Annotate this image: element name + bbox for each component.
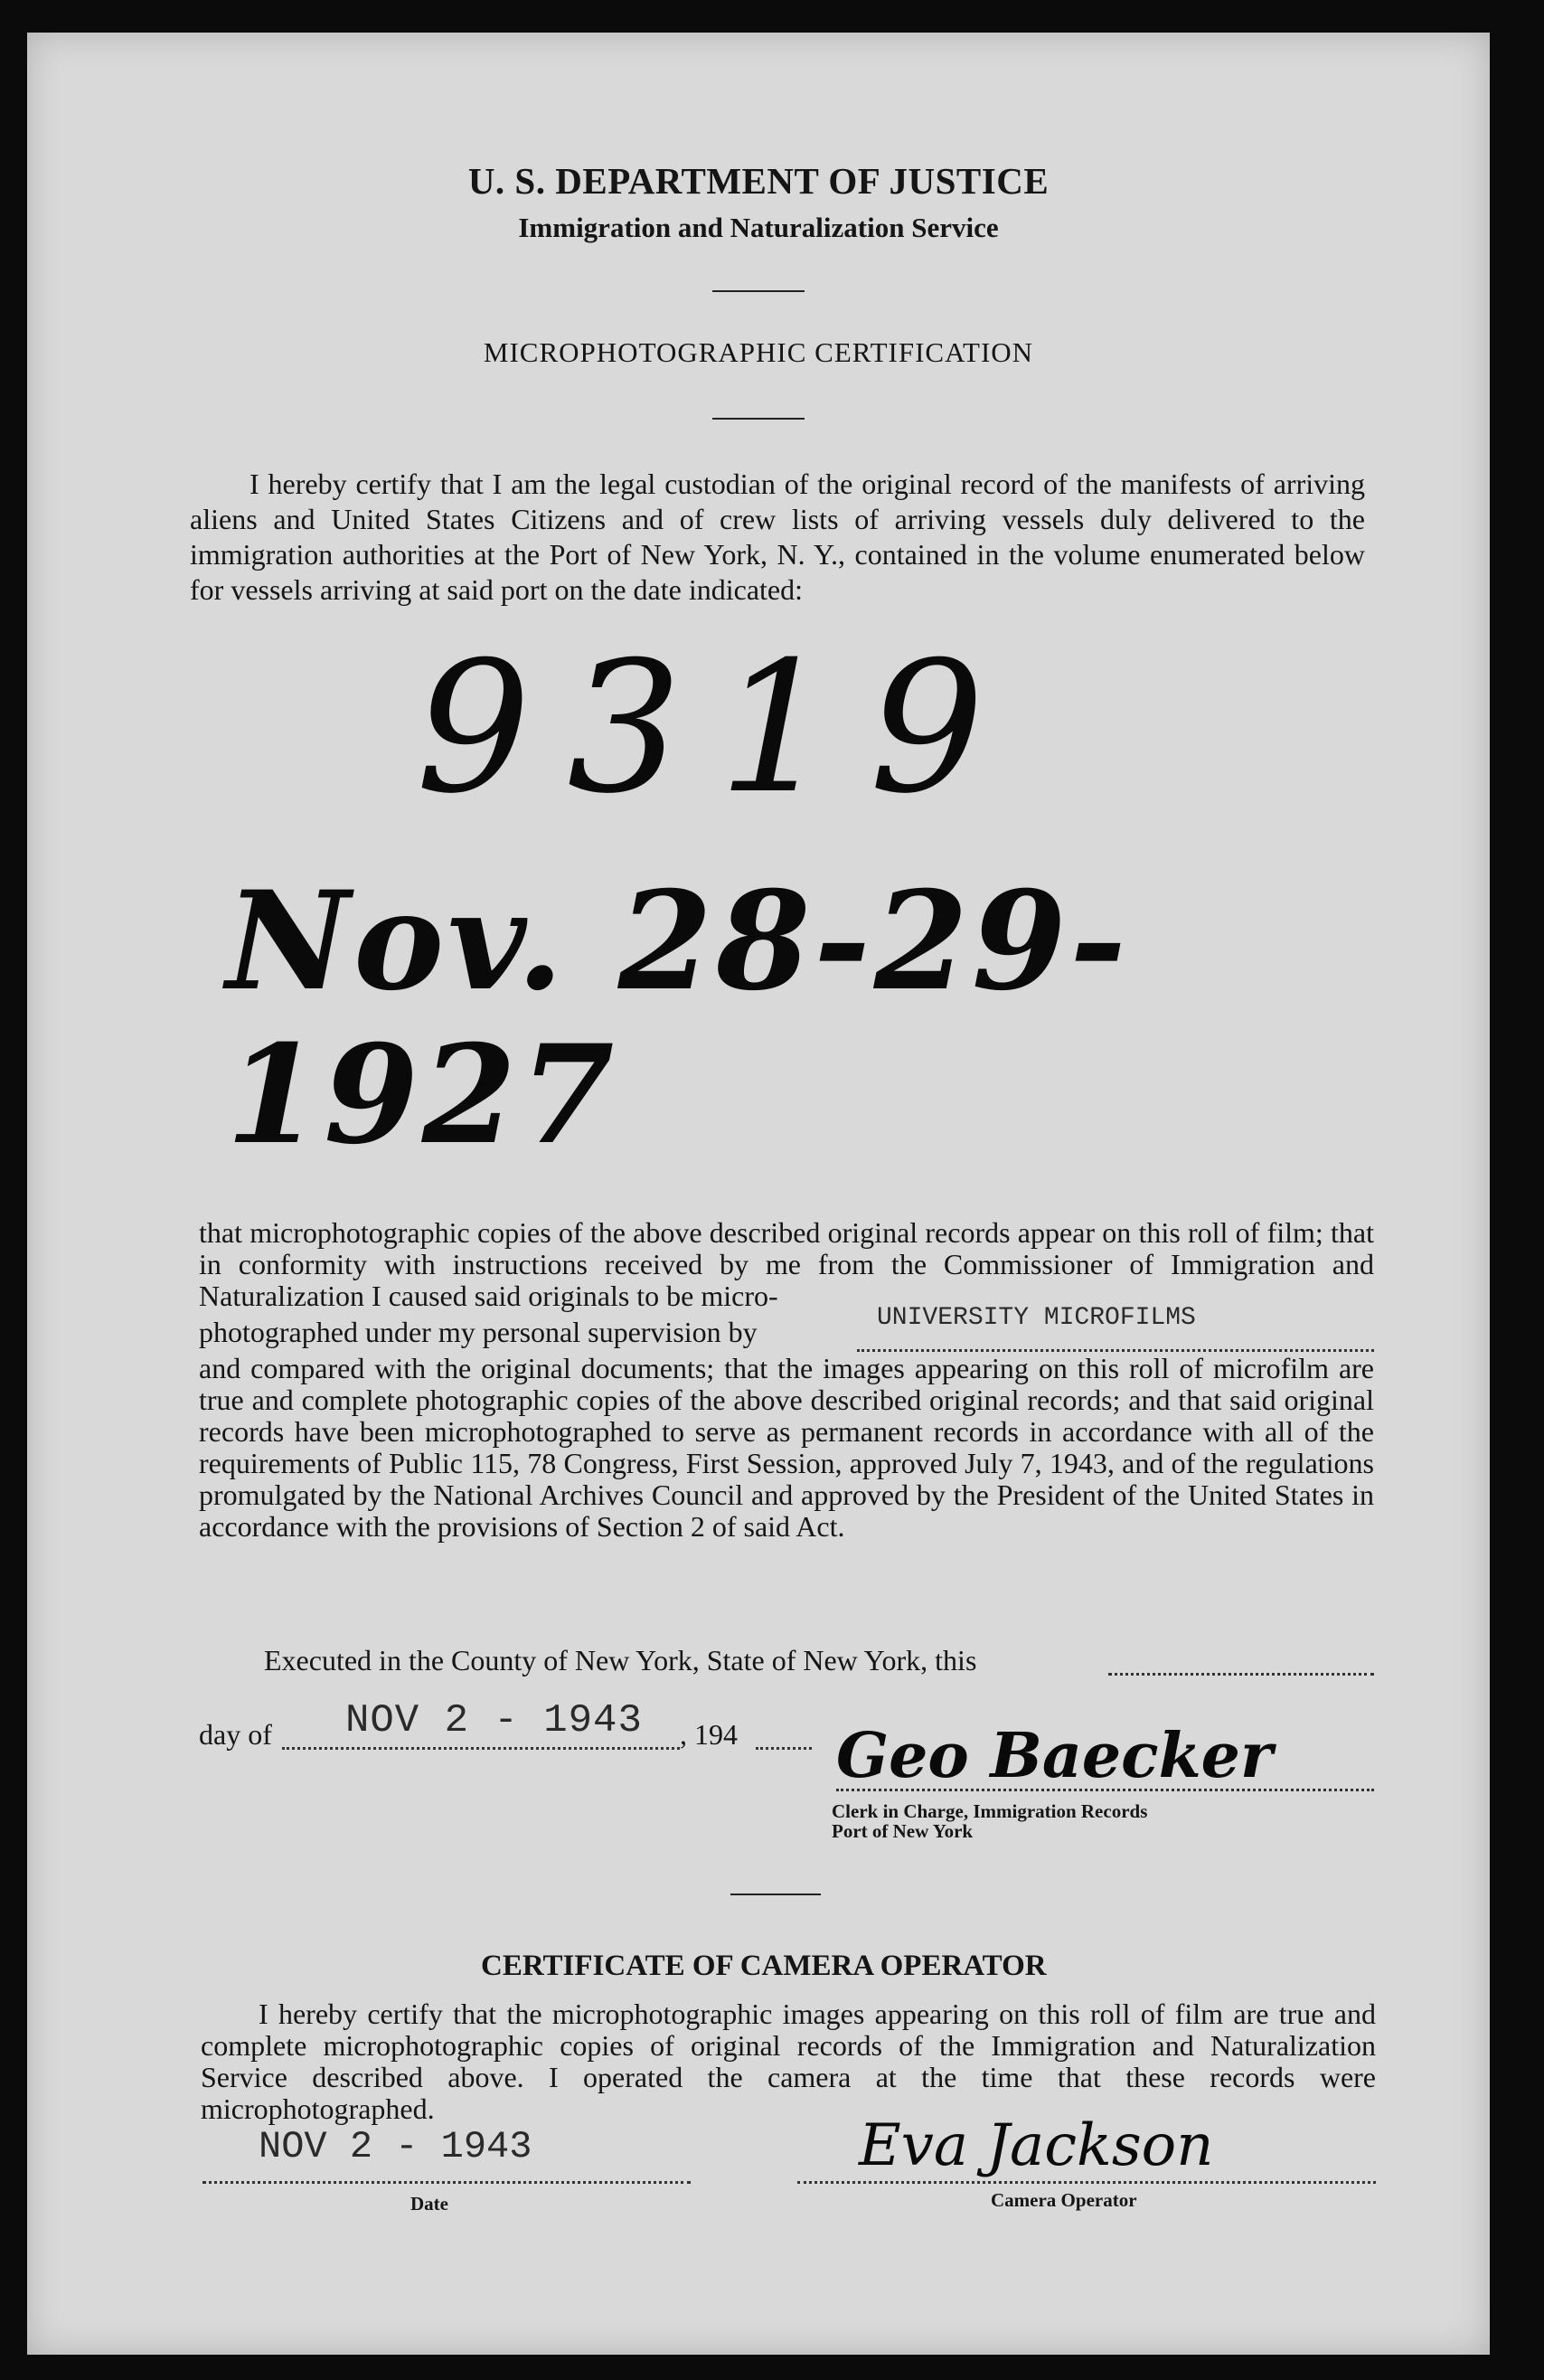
clerk-title-line1: Clerk in Charge, Immigration Records (832, 1800, 1148, 1822)
microfilm-company-stamp: UNIVERSITY MICROFILMS (877, 1304, 1196, 1332)
operator-label: Camera Operator (991, 2189, 1137, 2211)
execution-date-stamp: NOV 2 - 1943 (345, 1698, 643, 1743)
certificate-sheet (27, 33, 1490, 2355)
date-label: Date (410, 2193, 448, 2215)
divider (730, 1894, 821, 1895)
handwritten-dates: Nov. 28-29-1927 (226, 862, 1130, 1175)
divider (712, 290, 805, 292)
operator-date-stamp: NOV 2 - 1943 (259, 2125, 532, 2168)
body-paragraph-part2: and compared with the original documents; that the images appearing on this roll of microfilm are true and complete photographic copies of the above described original records; and that said original records have been microphotographed to serve as permanent records in accordance with all of the requirements of Public 115, 78 Congress, First Session, approved July 7, 1943, and of the regulations promulgated by the National Archives Council and approved by the President of the United States in accordance with the provisions of Section 2 of said Act. (199, 1352, 1374, 1543)
executed-line: Executed in the County of New York, State of New York, this (264, 1644, 977, 1676)
camera-operator-heading: CERTIFICATE OF CAMERA OPERATOR (481, 1950, 1047, 1982)
dotted-line (756, 1747, 812, 1750)
divider (712, 418, 805, 420)
operator-signature: Eva Jackson (859, 2112, 1214, 2179)
form-title: MICROPHOTOGRAPHIC CERTIFICATION (483, 336, 1034, 368)
intro-paragraph: I hereby certify that I am the legal custodian of the original record of the manifests of arriving aliens and United States Citizens and of crew lists of arriving vessels duly delivered to the immigration authorities at the Port of New York, N. Y., contained in the volume enumerated below for vessels arriving at said port on the date indicated: (190, 468, 1365, 606)
day-of-label: day of (199, 1718, 272, 1751)
photographed-by-label: photographed under my personal supervision by (199, 1316, 758, 1348)
service-subheading: Immigration and Naturalization Service (518, 212, 999, 243)
clerk-signature: Geo Baecker (836, 1720, 1273, 1792)
clerk-title-line2: Port of New York (832, 1820, 974, 1842)
signature-line (797, 2181, 1376, 2184)
year-prefix: , 194 (680, 1718, 738, 1751)
handwritten-volume-number: 9319 (416, 623, 1021, 834)
camera-operator-paragraph: I hereby certify that the microphotographic images appearing on this roll of film are true and complete microphotographic copies of original records of the Immigration and Naturalization Service described above. I operated the camera at the time that these records were microphotographed. (201, 1998, 1376, 2125)
dotted-line (282, 1747, 680, 1750)
dotted-line (1108, 1673, 1374, 1676)
body-paragraph-part1: that microphotographic copies of the above described original records appear on this roll of film; that in conformity with instructions received by me from the Commissioner of Immigration and Naturalization I caused said originals to be micro- (199, 1216, 1374, 1312)
signature-line (836, 1789, 1374, 1791)
department-heading: U. S. DEPARTMENT OF JUSTICE (467, 160, 1050, 202)
date-line (202, 2181, 691, 2184)
